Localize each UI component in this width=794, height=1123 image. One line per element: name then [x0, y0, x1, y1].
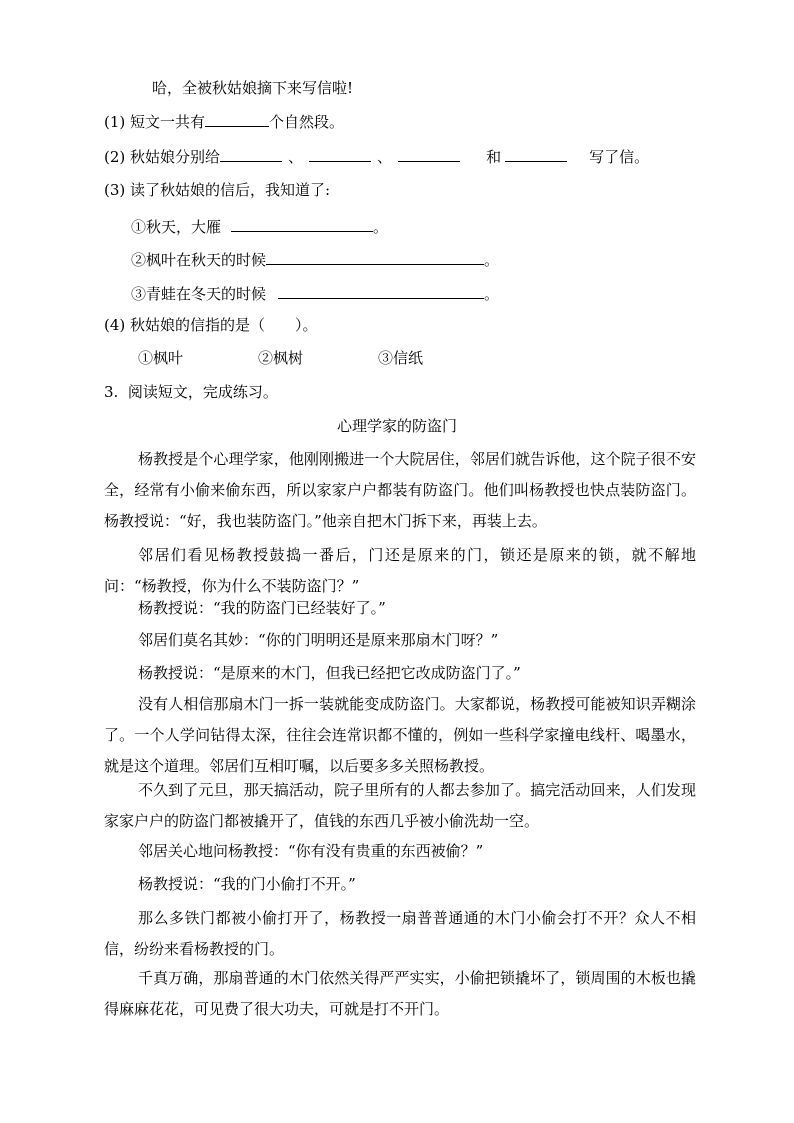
q3a-end: 。 [373, 218, 389, 236]
q3c-end: 。 [484, 285, 500, 303]
q3b-answer-blank[interactable] [266, 248, 484, 265]
q3b-end: 。 [484, 251, 500, 269]
paragraph-8: 邻居关心地问杨教授：“你有没有贵重的东西被偷？” [138, 842, 484, 860]
q2-sep-2: 、 [377, 148, 393, 166]
paragraph-9: 杨教授说：“我的门小偷打不开。” [138, 875, 356, 893]
paragraph-10: 那么多铁门都被小偷打开了，杨教授一扇普普通通的木门小偷会打不开？众人不相信，纷纷来看杨教授的门。 [104, 909, 696, 958]
q4-option-3: ③信纸 [378, 349, 424, 367]
paragraph-3: 杨教授说：“我的防盗门已经装好了。” [138, 599, 386, 617]
question-3-item-b [131, 248, 499, 270]
paragraph-5: 杨教授说：“是原来的木门，但我已经把它改成防盗门了。” [138, 664, 521, 682]
passage-title: 心理学家的防盗门 [336, 417, 457, 435]
q3c-answer-blank[interactable] [278, 282, 484, 299]
q3c-text: ③青蛙在冬天的时候 [131, 285, 267, 303]
question-1 [104, 110, 344, 132]
q4-option-1: ①枫叶 [138, 349, 184, 367]
paragraph-11: 千真万确，那扇普通的木门依然关得严严实实，小偷把锁撬坏了，锁周围的木板也撬得麻麻花花，可见费了很大功夫，可就是打不开门。 [104, 969, 696, 1018]
section-3-heading: 3. 阅读短文，完成练习。 [104, 383, 278, 401]
question-3-item-c [131, 282, 499, 304]
question-3-stem: (3) 读了秋姑娘的信后，我知道了: [104, 181, 331, 199]
passage-ending-line: 哈，全被秋姑娘摘下来写信啦! [152, 79, 354, 97]
q2-text: (2) 秋姑娘分别给 [104, 148, 221, 166]
q1-text: (1) 短文一共有 [104, 113, 206, 131]
q2-sep-1: 、 [288, 148, 304, 166]
question-2 [104, 145, 649, 167]
paragraph-1: 杨教授是个心理学家，他刚刚搬进一个大院居住，邻居们就告诉他，这个院子很不安全，经常有小偷来偷东西，所以家家户户都装有防盗门。他们叫杨教授也快点装防盗门。杨教授说：“好，我也装防盗门。”他亲自把木门拆下来，再装上去。 [104, 450, 696, 530]
paragraph-7: 不久到了元旦，那天搞活动，院子里所有的人都去参加了。搞完活动回来，人们发现家家户户的防盗门都被撬开了，值钱的东西几乎被小偷洗劫一空。 [104, 781, 696, 830]
q4-option-2: ②枫树 [258, 349, 304, 367]
q3b-text: ②枫叶在秋天的时候 [131, 251, 267, 269]
paragraph-2: 邻居们看见杨教授鼓捣一番后，门还是原来的门，锁还是原来的锁，就不解地问：“杨教授，你为什么不装防盗门？” [104, 546, 696, 595]
q1-answer-blank[interactable] [205, 110, 269, 127]
q1-text-end: 个自然段。 [269, 113, 345, 131]
q2-blank-2[interactable] [309, 145, 371, 162]
question-3-item-a [131, 215, 388, 237]
q2-blank-4[interactable] [505, 145, 567, 162]
q2-and: 和 [486, 148, 502, 166]
paragraph-6: 没有人相信那扇木门一拆一装就能变成防盗门。大家都说，杨教授可能被知识弄糊涂了。一个人学问钻得太深，往往会连常识都不懂的，例如一些科学家撞电线杆、喝墨水，就是这个道理。邻居们互相叮嘱，以后要多多关照杨教授。 [104, 695, 696, 775]
q3a-text: ①秋天，大雁 [131, 218, 222, 236]
q2-blank-3[interactable] [398, 145, 460, 162]
paragraph-4: 邻居们莫名其妙：“你的门明明还是原来那扇木门呀？” [138, 631, 499, 649]
question-4-stem: (4) 秋姑娘的信指的是（ ）。 [104, 316, 318, 334]
q2-blank-1[interactable] [220, 145, 282, 162]
q2-text-end: 写了信。 [589, 148, 650, 166]
q3a-answer-blank[interactable] [231, 215, 373, 232]
